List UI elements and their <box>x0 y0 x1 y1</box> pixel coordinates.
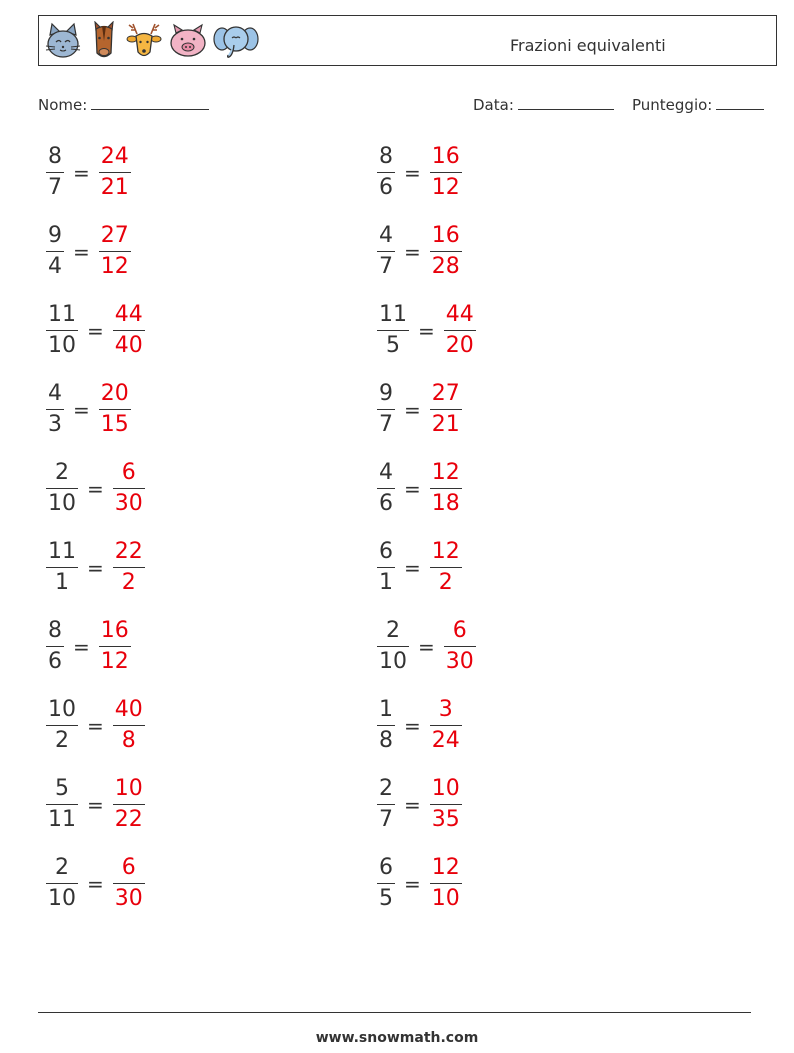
fraction-bar <box>99 172 131 173</box>
fraction-bar <box>113 488 145 489</box>
footer-divider <box>38 1012 751 1013</box>
equals-sign: = <box>73 634 90 659</box>
answer-fraction <box>99 222 131 281</box>
name-field <box>38 95 209 114</box>
given-numerator: 4 <box>379 460 393 485</box>
answer-fraction <box>99 380 131 439</box>
answer-denominator: 2 <box>121 570 136 595</box>
problem-left-1 <box>46 143 131 202</box>
problem-right-6 <box>377 538 462 597</box>
given-numerator: 5 <box>55 776 69 801</box>
given-denominator: 7 <box>379 254 393 279</box>
answer-fraction <box>113 696 145 755</box>
answer-fraction <box>430 143 462 202</box>
given-fraction <box>377 222 395 281</box>
given-numerator: 4 <box>379 223 393 248</box>
given-numerator: 8 <box>48 144 62 169</box>
given-denominator: 5 <box>386 333 400 358</box>
answer-fraction <box>113 854 145 913</box>
fraction-bar <box>46 567 78 568</box>
footer-site: www.snowmath.com <box>315 1030 479 1046</box>
given-numerator: 2 <box>55 460 69 485</box>
given-denominator: 10 <box>48 491 76 516</box>
answer-fraction <box>430 380 462 439</box>
answer-denominator: 30 <box>114 491 143 516</box>
fraction-bar <box>377 172 395 173</box>
given-denominator: 1 <box>55 570 69 595</box>
given-numerator: 1 <box>379 697 393 722</box>
fraction-bar <box>430 488 462 489</box>
problem-left-8 <box>46 696 145 755</box>
given-fraction <box>46 301 78 360</box>
answer-numerator: 27 <box>431 381 460 406</box>
given-denominator: 7 <box>48 175 62 200</box>
answer-numerator: 40 <box>114 697 143 722</box>
given-numerator: 4 <box>48 381 62 406</box>
given-denominator: 11 <box>48 807 76 832</box>
answer-numerator: 12 <box>431 460 460 485</box>
given-denominator: 6 <box>48 649 62 674</box>
answer-fraction <box>430 459 462 518</box>
answer-numerator: 6 <box>452 618 467 643</box>
problem-left-5 <box>46 459 145 518</box>
fraction-bar <box>430 251 462 252</box>
fraction-bar <box>46 330 78 331</box>
fraction-bar <box>377 883 395 884</box>
answer-numerator: 12 <box>431 539 460 564</box>
given-denominator: 4 <box>48 254 62 279</box>
given-fraction <box>377 617 409 676</box>
fraction-bar <box>113 804 145 805</box>
answer-fraction <box>444 301 476 360</box>
problem-right-8 <box>377 696 462 755</box>
given-fraction <box>46 617 64 676</box>
answer-fraction <box>430 538 462 597</box>
fraction-bar <box>46 251 64 252</box>
fraction-bar <box>99 646 131 647</box>
given-numerator: 6 <box>379 539 393 564</box>
answer-denominator: 18 <box>431 491 460 516</box>
given-numerator: 2 <box>55 855 69 880</box>
given-fraction <box>377 854 395 913</box>
given-numerator: 6 <box>379 855 393 880</box>
answer-denominator: 12 <box>100 649 129 674</box>
answer-numerator: 16 <box>431 144 460 169</box>
given-fraction <box>377 143 395 202</box>
fraction-bar <box>46 172 64 173</box>
given-fraction <box>46 459 78 518</box>
equals-sign: = <box>404 397 421 422</box>
given-fraction <box>46 854 78 913</box>
problem-right-10 <box>377 854 462 913</box>
name-blank[interactable] <box>91 95 209 110</box>
answer-numerator: 12 <box>431 855 460 880</box>
fraction-bar <box>430 804 462 805</box>
problem-left-7 <box>46 617 131 676</box>
equals-sign: = <box>87 555 104 580</box>
fraction-bar <box>46 488 78 489</box>
fraction-bar <box>430 567 462 568</box>
fraction-bar <box>430 725 462 726</box>
pig-icon <box>167 22 209 60</box>
equals-sign: = <box>404 476 421 501</box>
equals-sign: = <box>87 476 104 501</box>
cat-icon <box>43 21 83 61</box>
answer-fraction <box>430 854 462 913</box>
answer-denominator: 8 <box>121 728 136 753</box>
answer-fraction <box>430 222 462 281</box>
problem-right-5 <box>377 459 462 518</box>
fraction-bar <box>99 251 131 252</box>
fraction-bar <box>46 409 64 410</box>
worksheet-header <box>38 15 777 66</box>
given-fraction <box>377 301 409 360</box>
equals-sign: = <box>404 239 421 264</box>
fraction-bar <box>99 409 131 410</box>
equals-sign: = <box>404 713 421 738</box>
given-numerator: 8 <box>48 618 62 643</box>
answer-fraction <box>444 617 476 676</box>
problem-right-2 <box>377 222 462 281</box>
given-denominator: 1 <box>379 570 393 595</box>
given-denominator: 2 <box>55 728 69 753</box>
answer-numerator: 10 <box>431 776 460 801</box>
given-fraction <box>377 538 395 597</box>
answer-denominator: 20 <box>445 333 474 358</box>
given-numerator: 9 <box>48 223 62 248</box>
answer-numerator: 3 <box>438 697 453 722</box>
given-numerator: 2 <box>386 618 400 643</box>
answer-denominator: 10 <box>431 886 460 911</box>
equals-sign: = <box>404 160 421 185</box>
answer-fraction <box>113 538 145 597</box>
answer-fraction <box>430 696 462 755</box>
given-numerator: 9 <box>379 381 393 406</box>
given-fraction <box>377 696 395 755</box>
given-fraction <box>377 775 395 834</box>
equals-sign: = <box>87 713 104 738</box>
equals-sign: = <box>73 160 90 185</box>
given-denominator: 8 <box>379 728 393 753</box>
score-blank[interactable] <box>716 95 764 110</box>
equals-sign: = <box>73 239 90 264</box>
fraction-bar <box>377 409 395 410</box>
answer-fraction <box>99 617 131 676</box>
answer-fraction <box>113 459 145 518</box>
equals-sign: = <box>404 792 421 817</box>
given-fraction <box>46 222 64 281</box>
fraction-bar <box>46 883 78 884</box>
answer-numerator: 10 <box>114 776 143 801</box>
given-denominator: 3 <box>48 412 62 437</box>
fraction-bar <box>46 725 78 726</box>
given-fraction <box>377 380 395 439</box>
problem-left-6 <box>46 538 145 597</box>
answer-denominator: 2 <box>438 570 453 595</box>
problem-right-9 <box>377 775 462 834</box>
answer-denominator: 15 <box>100 412 129 437</box>
problem-right-7 <box>377 617 476 676</box>
problem-right-3 <box>377 301 476 360</box>
fraction-bar <box>377 804 395 805</box>
fraction-bar <box>377 567 395 568</box>
answer-numerator: 24 <box>100 144 129 169</box>
problem-left-10 <box>46 854 145 913</box>
given-denominator: 7 <box>379 412 393 437</box>
fraction-bar <box>46 646 64 647</box>
given-numerator: 8 <box>379 144 393 169</box>
given-denominator: 6 <box>379 175 393 200</box>
answer-numerator: 27 <box>100 223 129 248</box>
answer-denominator: 12 <box>431 175 460 200</box>
fraction-bar <box>113 330 145 331</box>
fraction-bar <box>430 409 462 410</box>
elephant-icon <box>213 21 259 61</box>
answer-denominator: 28 <box>431 254 460 279</box>
given-fraction <box>46 380 64 439</box>
fraction-bar <box>430 172 462 173</box>
problem-left-4 <box>46 380 131 439</box>
answer-denominator: 30 <box>114 886 143 911</box>
given-numerator: 11 <box>48 539 76 564</box>
fraction-bar <box>377 725 395 726</box>
answer-denominator: 35 <box>431 807 460 832</box>
worksheet-title: Frazioni equivalenti <box>510 36 666 55</box>
horse-icon <box>87 21 121 61</box>
given-numerator: 11 <box>379 302 407 327</box>
fraction-bar <box>377 330 409 331</box>
equals-sign: = <box>404 871 421 896</box>
answer-denominator: 22 <box>114 807 143 832</box>
equals-sign: = <box>87 318 104 343</box>
deer-icon <box>125 20 163 62</box>
equals-sign: = <box>404 555 421 580</box>
answer-denominator: 12 <box>100 254 129 279</box>
given-numerator: 11 <box>48 302 76 327</box>
date-field <box>473 95 614 114</box>
equals-sign: = <box>418 318 435 343</box>
problem-right-1 <box>377 143 462 202</box>
given-denominator: 10 <box>48 333 76 358</box>
fraction-bar <box>113 567 145 568</box>
given-denominator: 10 <box>48 886 76 911</box>
answer-numerator: 22 <box>114 539 143 564</box>
answer-numerator: 6 <box>121 460 136 485</box>
fraction-bar <box>377 488 395 489</box>
date-blank[interactable] <box>518 95 614 110</box>
equals-sign: = <box>87 871 104 896</box>
answer-denominator: 24 <box>431 728 460 753</box>
given-fraction <box>46 696 78 755</box>
answer-numerator: 44 <box>114 302 143 327</box>
answer-fraction <box>430 775 462 834</box>
fraction-bar <box>444 330 476 331</box>
answer-numerator: 16 <box>100 618 129 643</box>
fraction-bar <box>377 646 409 647</box>
fraction-bar <box>377 251 395 252</box>
name-label: Nome: <box>38 96 88 114</box>
answer-numerator: 20 <box>100 381 129 406</box>
score-field <box>632 95 764 114</box>
fraction-bar <box>113 725 145 726</box>
answer-denominator: 30 <box>445 649 474 674</box>
animal-icons <box>43 18 259 64</box>
given-denominator: 6 <box>379 491 393 516</box>
given-denominator: 5 <box>379 886 393 911</box>
fraction-bar <box>430 883 462 884</box>
problem-left-3 <box>46 301 145 360</box>
given-numerator: 2 <box>379 776 393 801</box>
given-denominator: 10 <box>379 649 407 674</box>
answer-denominator: 21 <box>100 175 129 200</box>
given-fraction <box>46 775 78 834</box>
date-label: Data: <box>473 96 514 114</box>
given-fraction <box>46 143 64 202</box>
problem-right-4 <box>377 380 462 439</box>
given-fraction <box>377 459 395 518</box>
answer-numerator: 44 <box>445 302 474 327</box>
answer-denominator: 40 <box>114 333 143 358</box>
answer-denominator: 21 <box>431 412 460 437</box>
problem-left-2 <box>46 222 131 281</box>
problem-left-9 <box>46 775 145 834</box>
answer-fraction <box>99 143 131 202</box>
answer-fraction <box>113 775 145 834</box>
answer-numerator: 16 <box>431 223 460 248</box>
fraction-bar <box>444 646 476 647</box>
equals-sign: = <box>73 397 90 422</box>
equals-sign: = <box>87 792 104 817</box>
score-label: Punteggio: <box>632 96 713 114</box>
equals-sign: = <box>418 634 435 659</box>
answer-fraction <box>113 301 145 360</box>
given-denominator: 7 <box>379 807 393 832</box>
fraction-bar <box>113 883 145 884</box>
answer-numerator: 6 <box>121 855 136 880</box>
given-fraction <box>46 538 78 597</box>
given-numerator: 10 <box>48 697 76 722</box>
fraction-bar <box>46 804 78 805</box>
